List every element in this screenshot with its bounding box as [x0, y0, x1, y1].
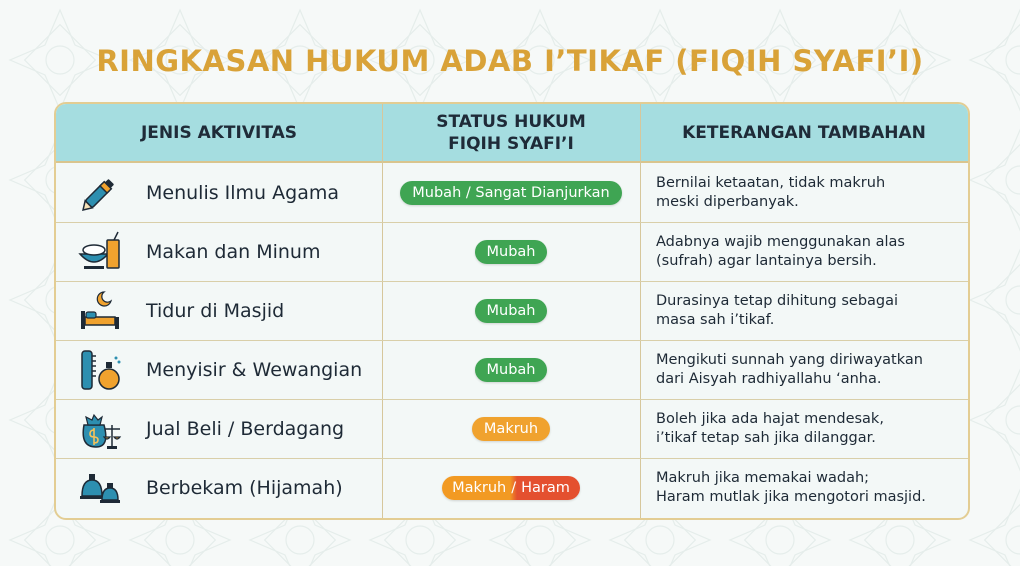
description-line: Boleh jika ada hajat mendesak, — [656, 410, 884, 427]
table-row — [56, 163, 968, 223]
status-haram: Haram — [517, 476, 580, 500]
description-line: Durasinya tetap dihitung sebagai — [656, 292, 899, 309]
table-header — [56, 104, 968, 163]
status-separator: / — [510, 476, 517, 500]
header-status-line2: FIQIH SYAFI’I — [448, 133, 574, 154]
activity-label: Tidur di Masjid — [146, 299, 285, 322]
activity-label: Menyisir & Wewangian — [146, 358, 363, 381]
status-badge: Mubah / Sangat Dianjurkan — [400, 181, 621, 205]
food-drink-icon — [78, 230, 122, 274]
table-row — [56, 222, 968, 282]
status-cell — [382, 281, 640, 340]
status-cell — [382, 399, 640, 458]
table-row — [56, 399, 968, 459]
header-activity: JENIS AKTIVITAS — [140, 122, 298, 143]
description-line: meski diperbanyak. — [656, 193, 799, 210]
description — [656, 281, 961, 340]
description-line: Haram mutlak jika mengotori masjid. — [656, 488, 926, 505]
activity-label: Jual Beli / Berdagang — [146, 417, 345, 440]
status-cell — [382, 163, 640, 222]
table-row — [56, 281, 968, 341]
status-badge — [442, 476, 580, 500]
status-badge: Mubah — [475, 299, 548, 323]
page-title: RINGKASAN HUKUM ADAB I’TIKAF (FIQIH SYAFI’I) — [96, 44, 924, 78]
description — [656, 399, 961, 458]
description — [656, 340, 961, 399]
description-line: Bernilai ketaatan, tidak makruh — [656, 174, 886, 191]
cupping-icon — [78, 466, 122, 510]
description — [656, 458, 961, 517]
header-status-line1: STATUS HUKUM — [436, 111, 586, 132]
description — [656, 163, 961, 222]
bed-moon-icon — [78, 289, 122, 333]
description-line: Mengikuti sunnah yang diriwayatkan — [656, 351, 923, 368]
status-cell — [382, 458, 640, 517]
status-makruh: Makruh — [442, 476, 510, 500]
status-badge: Makruh — [472, 417, 550, 441]
pen-icon — [78, 171, 122, 215]
status-cell — [382, 222, 640, 281]
description-line: Adabnya wajib menggunakan alas — [656, 233, 905, 250]
status-cell — [382, 340, 640, 399]
description-line: i’tikaf tetap sah jika dilanggar. — [656, 429, 876, 446]
status-badge: Mubah — [475, 358, 548, 382]
description-line: (sufrah) agar lantainya bersih. — [656, 252, 877, 269]
money-scale-icon — [78, 407, 122, 451]
activity-label: Berbekam (Hijamah) — [146, 476, 343, 499]
summary-table — [54, 102, 970, 520]
description-line: Makruh jika memakai wadah; — [656, 469, 870, 486]
table-row — [56, 458, 968, 517]
status-badge: Mubah — [475, 240, 548, 264]
description-line: masa sah i’tikaf. — [656, 311, 775, 328]
header-notes: KETERANGAN TAMBAHAN — [682, 122, 926, 143]
table-row — [56, 340, 968, 400]
comb-perfume-icon — [78, 348, 122, 392]
description-line: dari Aisyah radhiyallahu ‘anha. — [656, 370, 882, 387]
description — [656, 222, 961, 281]
activity-label: Menulis Ilmu Agama — [146, 181, 339, 204]
header-status — [382, 104, 640, 161]
activity-label: Makan dan Minum — [146, 240, 321, 263]
